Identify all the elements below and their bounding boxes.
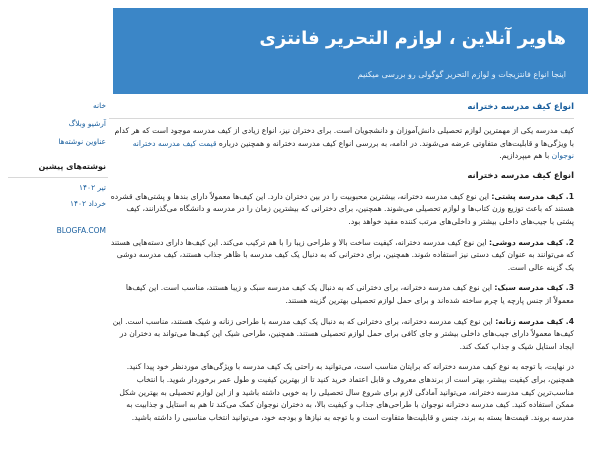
intro-text-end: با هم میپردازیم. xyxy=(499,151,552,161)
list-item xyxy=(109,316,574,354)
item-text: این نوع کیف مدرسه دخترانه، برای دخترانی که به دنبال یک کیف مدرسه سبک و زیبا هستند، مناسب است. این کیف‌ها معمولاً از جنس پارچه یا چرم ساخته شده‌اند و برای حمل لوازم تحصیلی بهترین گزینه هستند. xyxy=(125,283,574,305)
intro-text-start: کیف مدرسه یکی از مهمترین لوازم تحصیلی دانش‌آموزان و دانشجویان است. برای دختران نیز، انواع زیادی از کیف مدرسه موجود است که هر کدام با ویژگی‌ها و قابلیت‌های متفاوتی عرضه می‌شوند. در ادامه، به بررسی انواع کیف مدرسه دخترانه و همچنین درباره xyxy=(114,126,574,148)
item-text: این نوع کیف مدرسه دخترانه، بیشترین محبوبیت را در بین دختران دارد. این کیف‌ها معمولاً دارای بندها و پشتی‌های قشرده هستند که باعث توزیع وزن کتاب‌ها و لوازم تحصیلی می‌شوند. همچنین، برای دخترانی که بیشترین زمان را در مدرسه و دانشگاه می‌گذرانند، کیف پشتی با جیب‌های داخلی بیشتر و داخلی‌های مرتب کننده مفید خواهد بود. xyxy=(110,191,574,226)
post-intro xyxy=(109,125,574,163)
section-heading: انواع کیف مدرسه دخترانه xyxy=(467,170,574,181)
sidebar-link-post-titles[interactable]: عناوین نوشته‌ها xyxy=(58,137,106,146)
item-label: 2. کیف مدرسه دوشی: xyxy=(488,237,574,247)
item-label: 1. کیف مدرسه پشتی: xyxy=(491,191,574,201)
post-title[interactable]: انواع کیف مدرسه دخترانه xyxy=(467,102,574,112)
post-content xyxy=(109,96,586,450)
list-item xyxy=(109,191,574,229)
blog-header xyxy=(113,8,588,94)
post-conclusion: در نهایت، با توجه به نوع کیف مدرسه دخترانه که برایتان مناسب است، می‌توانید به راحتی یک کیف مدرسه با ویژگی‌های موردنظر خود پیدا کنید. همچنین، برای کیفیت بیشتر، بهتر است از برندهای معروف و قابل اعتماد خرید کنید تا از بهترین کیفیت و طول عمر برخوردار شوید. با انتخاب مناسب‌ترین کیف مدرسه دخترانه، می‌توانید آمادگی لازم برای شروع سال تحصیلی را به خوبی داشته باشید و از این لوازم تحصیلی به بهترین شکل ممکن استفاده کنید. کیف مدرسه دخترانه نوجوان با طراحی‌های جذاب و کیفیت بالا، به دختران نوجوان کمک می‌کند تا هم به استایل و جذابیت به مدرسه بروند. قیمت‌ها بسته به برند، جنس و قابلیت‌ها متفاوت است و با توجه به نیازها و بودجه خود، می‌توانید انتخاب مناسبی را داشته باشید. xyxy=(119,362,574,422)
sidebar-links xyxy=(8,100,108,148)
sidebar-link-archive[interactable]: آرشیو وبلاگ xyxy=(68,119,106,128)
price-link[interactable]: قیمت کیف مدرسه دخترانه نوجوان xyxy=(132,138,574,161)
sidebar-divider xyxy=(8,177,108,178)
archive-link[interactable]: تیر ۱۴۰۲ xyxy=(79,183,106,192)
item-label: 3. کیف مدرسه سبک: xyxy=(494,283,574,293)
list-item xyxy=(109,237,574,275)
archive-link[interactable]: خرداد ۱۴۰۲ xyxy=(69,199,106,208)
list-item xyxy=(109,282,574,307)
blog-description: اینجا انواع فانتزیجات و لوازم التحریر گوگولی رو بررسی میکنیم xyxy=(357,70,566,79)
item-text: این نوع کیف مدرسه دخترانه، برای دخترانی که به دنبال یک کیف مدرسه با طراحی زنانه و شیک هستند، مناسب است. این کیف‌ها معمولاً دارای جیب‌های داخلی بیشتر و جای کافی برای حمل لوازم تحصیلی هستند. همچنین، طراحی شیک این کیف‌ها می‌تواند به دختران در ایجاد استایل شیک و جذاب کمک کند. xyxy=(112,316,574,351)
blog-title[interactable]: هاویر آنلاین ، لوازم التحریر فانتزی xyxy=(259,28,566,49)
recent-posts-heading: نوشته‌های پیشین xyxy=(38,162,106,171)
item-label: 4. کیف مدرسه زنانه: xyxy=(495,316,574,326)
blogfa-link[interactable]: BLOGFA.COM xyxy=(56,226,106,235)
item-text: این نوع کیف مدرسه دخترانه، کیفیت ساخت بالا و طراحی زیبا را با هم ترکیب می‌کند. این کیف‌ها دارای دسته‌هایی هستند که می‌توانند به عنوان کیف دستی نیز استفاده شوند. همچنین، برای دخترانی که به دنبال یک کیف مدرسه با ظاهر جذاب هستند، کیف مدرسه دوشی یک گزینه عالی است. xyxy=(110,237,574,272)
sidebar-link-home[interactable]: خانه xyxy=(92,101,106,110)
title-divider xyxy=(109,118,574,119)
sidebar xyxy=(8,96,108,235)
